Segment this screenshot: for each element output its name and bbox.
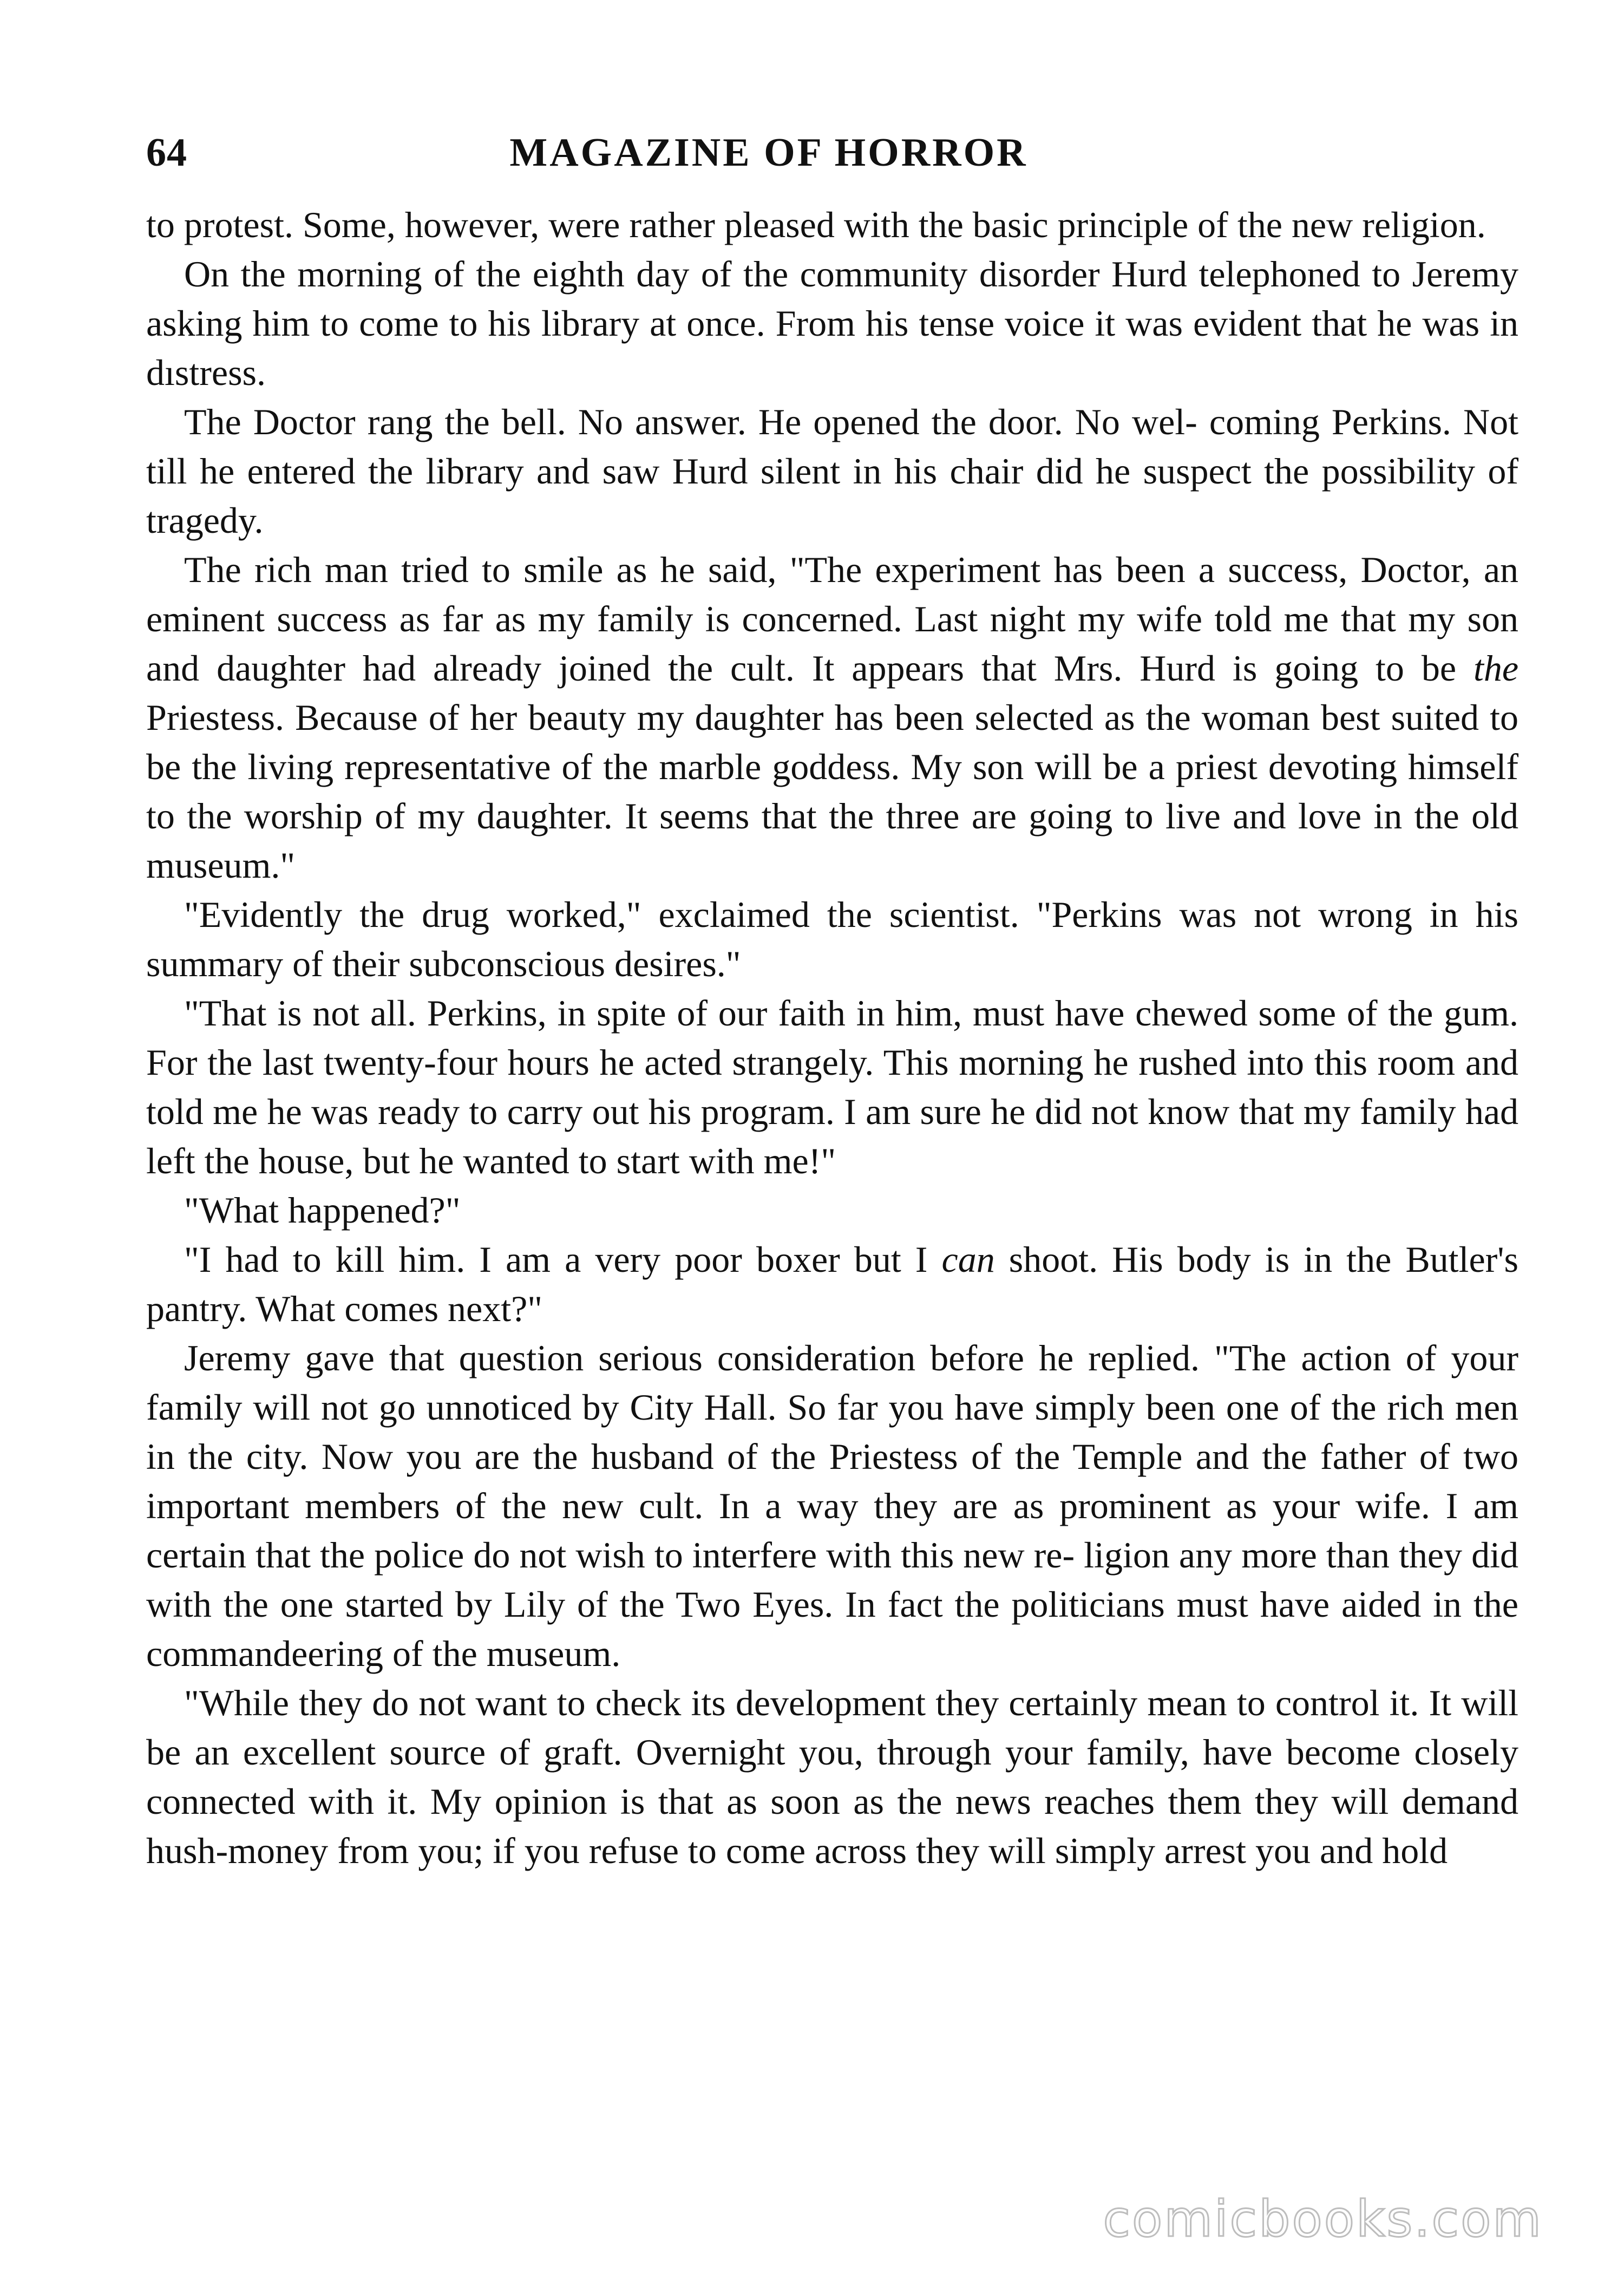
paragraph <box>146 397 1518 545</box>
text-line: was ready to carry out his program. I am sure he did not know that <box>311 1091 1294 1132</box>
text-line: of her beauty my daughter has been selected as the woman best suited <box>428 697 1479 738</box>
text-line: priest devoting himself to the worship of my daughter. It seems that the <box>146 746 1519 837</box>
text-line: Eyes. In fact the politicians must have aided in the commandeering of <box>146 1584 1518 1674</box>
text-line: telephoned to Jeremy asking him to come to his library at once. From <box>146 253 1519 344</box>
text-line: have simply been one of the rich men in the city. Now you are the <box>146 1387 1518 1477</box>
text-line: you; if you refuse to come across they will simply arrest you and hold <box>418 1830 1448 1871</box>
text-line: three are going to live and love in the old museum." <box>146 795 1518 886</box>
text-line: as soon as the news reaches them they will demand hush-money from <box>146 1781 1519 1871</box>
text-line: your family, have become closely connected with it. My opinion is that <box>146 1731 1518 1822</box>
text-line: his chair did he suspect the possibility of tragedy. <box>146 450 1518 541</box>
paragraph <box>146 1334 1518 1678</box>
text-line: members of the new cult. In a way they are as prominent as your wife. <box>305 1485 1430 1526</box>
text-line: I am certain that the police do not wish to interfere with this new re- <box>146 1485 1518 1576</box>
text-line: chewed some of the gum. For the last twenty-four hours he <box>146 992 1518 1083</box>
text-line: the museum. <box>432 1633 621 1674</box>
paragraph <box>146 200 1518 250</box>
text-line: Last night my wife told me that my son and daughter had already joined <box>146 598 1518 689</box>
body-text <box>146 200 1518 1876</box>
italic-word: can <box>941 1239 995 1280</box>
text-line: Jeremy gave that question serious consideration before he replied. "The <box>184 1337 1287 1378</box>
text-line: the cult. It appears that Mrs. Hurd is going to be <box>667 648 1474 689</box>
text-line: "While they do not want to check its development they certainly mean <box>184 1682 1227 1723</box>
text-line: "That is not all. Perkins, in spite of our faith in him, must have <box>184 992 1125 1034</box>
text-line: "I had to kill him. I am a very poor boxer but I <box>184 1239 942 1280</box>
page-number: 64 <box>146 130 187 175</box>
text-line: coming Perkins. Not till he entered the library and saw Hurd silent in <box>146 401 1519 492</box>
text-line: ligion any more than they did with the one started by Lily of the Two <box>146 1534 1518 1625</box>
text-line: Priestess. Because <box>146 697 418 738</box>
text-line: action of your family will not go unnoticed by City Hall. So far you <box>146 1337 1519 1428</box>
running-head <box>146 130 1510 179</box>
paragraph <box>146 1235 1518 1334</box>
paragraph <box>146 1186 1518 1235</box>
text-line: to protest. Some, however, were rather pleased with the basic principle of <box>146 204 1228 245</box>
text-line: husband of the Priestess of the Temple and the father of two important <box>146 1436 1518 1526</box>
italic-word: the <box>1473 648 1519 689</box>
text-line: to control it. It will be an excellent source of graft. Overnight you, through <box>146 1682 1518 1773</box>
text-line: acted strangely. This morning he rushed into this room and told me he <box>146 1042 1519 1132</box>
paragraph <box>146 1678 1518 1876</box>
text-line: body is in the Butler's pantry. What comes next?" <box>146 1239 1518 1329</box>
watermark: comicbooks.com <box>1103 2190 1543 2248</box>
text-line: my family had left the house, but he wanted to start with me!" <box>146 1091 1519 1181</box>
text-line: The Doctor rang the bell. No answer. He opened the door. No wel- <box>184 401 1197 442</box>
paragraph <box>146 250 1518 397</box>
text-line: success, Doctor, an eminent success as far as my family is concerned. <box>146 549 1519 639</box>
text-line: The rich man tried to smile as he said, "The experiment has been a <box>184 549 1215 590</box>
text-line: to be the living representative of the marble goddess. My son will be a <box>146 697 1518 787</box>
text-line: his tense voice it was evident that he was in dıstress. <box>146 303 1519 393</box>
paragraph <box>146 890 1518 989</box>
text-line: "Evidently the drug worked," exclaimed the scientist. "Perkins was not <box>184 894 1301 935</box>
text-line: the new religion. <box>1237 204 1486 245</box>
text-line: shoot. His <box>994 1239 1163 1280</box>
magazine-title: MAGAZINE OF HORROR <box>509 130 1028 175</box>
paragraph <box>146 545 1518 890</box>
text-line: wrong in his summary of their subconscious desires." <box>146 894 1519 984</box>
text-line: "What happened?" <box>184 1190 461 1231</box>
text-line: On the morning of the eighth day of the community disorder Hurd <box>184 253 1187 295</box>
paragraph <box>146 989 1518 1186</box>
